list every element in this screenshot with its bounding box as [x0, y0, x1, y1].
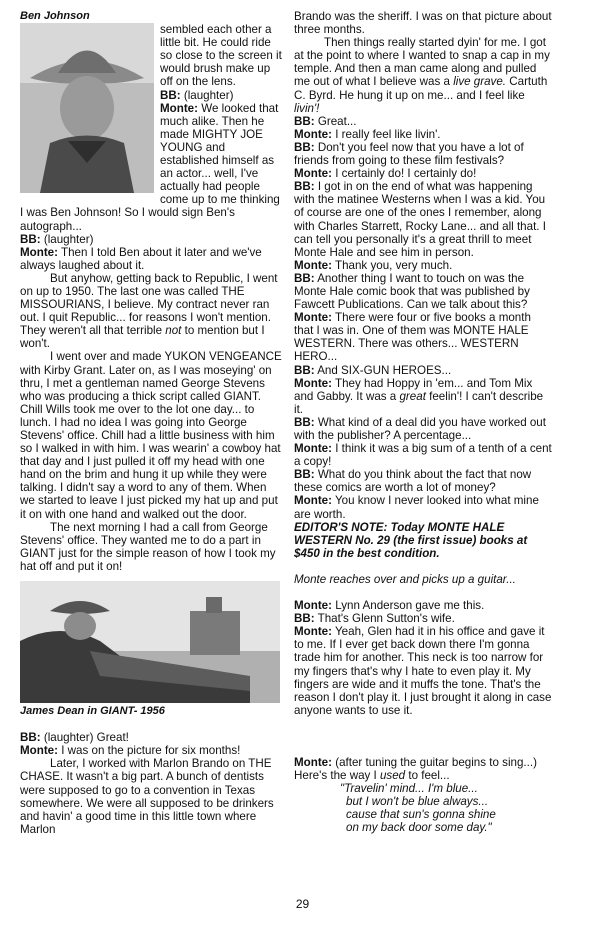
speaker-bb: BB:: [20, 731, 41, 745]
photo-james-dean-giant: [20, 581, 280, 703]
text-emphasis: livin'!: [294, 101, 320, 115]
speaker-monte: Monte:: [160, 101, 198, 115]
speaker-bb: BB:: [294, 114, 315, 128]
right-column: [294, 10, 552, 834]
editors-note-label: EDITOR'S NOTE:: [294, 520, 388, 534]
text: (laughter): [40, 232, 94, 246]
text: They had Hoppy in 'em... and Tom Mix and Gabby. It was a: [294, 376, 533, 403]
text: Great...: [314, 114, 357, 128]
text: I was on the picture for six months!: [58, 744, 241, 758]
text: feelin'! I can't describe it.: [294, 389, 544, 416]
text: What kind of a deal did you have worked out with the publisher? A percentage...: [294, 415, 546, 442]
photo-caption-ben-johnson: Ben Johnson: [20, 10, 90, 22]
photo-ben-johnson: [20, 23, 154, 193]
speaker-monte: Monte:: [294, 442, 332, 456]
paragraph: I went over and made YUKON VENGEANCE with Kirby Grant. Later on, as I was moseying' on thru, I met a gentleman named George Stevens who was producing a thick script called GIANT. Chill Wills took me over to the lot one day... to lunch. I had no idea I was going into George Stevens' office. Chill had a little business with him so I walked in with him. I was wearin' a cowboy hat that day and I just pulled it off my head with one hand on the brim and hung it up while they were talking. I didn't say a word to any of them. When we started to leave I just picked my hat up and put it on with one hand and walked out the door.: [20, 350, 282, 521]
text-emphasis: used: [379, 768, 406, 782]
left-column: [20, 10, 282, 836]
text: But anyhow, getting back to Republic, I went on up to 1950. The last one was called THE MISSOURIANS, I believe. My contract never ran out. I quit Republic... for reasons I won't mention. They weren't all that terrible: [20, 271, 278, 338]
text: What do you think about the fact that now these comics are worth a lot of money?: [294, 468, 532, 495]
text: I think it was a big sum of a tenth of a cent a copy!: [294, 442, 552, 469]
song-line: cause that sun's gonna shine: [346, 808, 496, 822]
song-line: "Travelin' mind... I'm blue...: [340, 782, 478, 796]
editors-note-text: Today MONTE HALE WESTERN No. 29 (the first issue) books at $450 in the best condition.: [294, 520, 528, 560]
speaker-monte: Monte:: [294, 127, 332, 141]
text: (laughter): [180, 88, 234, 102]
speaker-bb: BB:: [294, 363, 315, 377]
text: That's Glenn Sutton's wife.: [314, 612, 455, 626]
text: (after tuning the guitar begins to sing...) Here's the way I: [294, 755, 537, 782]
paragraph: Later, I worked with Marlon Brando on THE CHASE. It wasn't a big part. A bunch of dentists were supposed to go to a convention in Texas somewhere. We were all supposed to be drinkers and havin' a good time in this little town where Marlon: [20, 757, 274, 836]
text: Lynn Anderson gave me this.: [332, 599, 485, 613]
speaker-bb: BB:: [294, 140, 315, 154]
speaker-monte: Monte:: [294, 167, 332, 181]
speaker-monte: Monte:: [294, 311, 332, 325]
text: Thank you, very much.: [332, 258, 453, 272]
text: Then I told Ben about it later and we've always laughed about it.: [20, 245, 262, 272]
paragraph: The next morning I had a call from George Stevens' office. They wanted me to do a part in GIANT just for the simple reason of how I took my hat off and put it on!: [20, 520, 276, 573]
speaker-monte: Monte:: [20, 744, 58, 758]
speaker-monte: Monte:: [20, 245, 58, 259]
speaker-monte: Monte:: [294, 376, 332, 390]
speaker-bb: BB:: [294, 612, 315, 626]
text: I certainly do! I certainly do!: [332, 167, 477, 181]
text: And SIX-GUN HEROES...: [314, 363, 452, 377]
photo-caption-james-dean: James Dean in GIANT- 1956: [20, 705, 165, 718]
speaker-monte: Monte:: [294, 258, 332, 272]
song-line: on my back door some day.": [346, 821, 492, 835]
paragraph: Brando was the sheriff. I was on that picture about three months.: [294, 10, 552, 37]
text: Don't you feel now that you have a lot of friends from going to these film festivals?: [294, 140, 524, 168]
text: There were four or five books a month that I was in. One of them was MONTE HALE WESTERN. There was others... WESTERN HERO...: [294, 311, 531, 364]
speaker-monte: Monte:: [294, 625, 332, 639]
speaker-bb: BB:: [160, 88, 181, 102]
text: to mention but I won't.: [20, 324, 265, 351]
text: We looked that much alike. Then he made MIGHTY JOE YOUNG and established himself as an actor... well, I've actually had people come up to me thinking I was Ben Johnson! So I would sign Ben's autograph...: [20, 101, 280, 233]
speaker-monte: Monte:: [294, 599, 332, 613]
text-emphasis: not: [165, 324, 182, 338]
text-p1a: sembled each other a little bit. He could ride so close to the screen it would brush make up off on the lens.: [160, 23, 282, 89]
text-emphasis: live grave.: [453, 75, 507, 89]
text: I got in on the end of what was happening with the matinee Westerns when I was a kid. You of course are one of the ones I remember, along with Charles Starrett, Rocky Lane... and all that. I can tell you personally it's a great thrill to meet Monte Hale and see him in person.: [294, 180, 546, 259]
text: Then things really started dyin' for me. I got at the point to where I wanted to snap a cap in my temple. And then a man came along and pulled me out of what I believe was a: [294, 36, 550, 89]
speaker-monte: Monte:: [294, 494, 332, 508]
text: to feel...: [405, 768, 450, 782]
text-emphasis: great: [399, 389, 426, 403]
song-line: but I won't be blue always...: [346, 795, 489, 809]
text: Cartuth C. Byrd. He hung it up on me... and I feel like: [294, 75, 548, 102]
speaker-bb: BB:: [294, 415, 315, 429]
page-number: 29: [295, 897, 310, 911]
text: I really feel like livin'.: [332, 127, 441, 141]
speaker-monte: Monte:: [294, 755, 332, 769]
text: You know I never looked into what mine are worth.: [294, 494, 539, 521]
speaker-bb: BB:: [20, 232, 41, 246]
stage-direction: Monte reaches over and picks up a guitar...: [294, 572, 516, 586]
text: Yeah, Glen had it in his office and gave it to me. If I ever get back down there I'm gonna trade him for another. This neck is too narrow for my fingers that's why I hate to even play it. My fingers are wide and it muffs the tone. That's the reason I don't play it. I just brought it along in case anyone wants to use it.: [294, 625, 552, 717]
text: Another thing I want to touch on was the Monte Hale comic book that was published by Fawcett Publications. Can we talk about this?: [294, 271, 530, 312]
speaker-bb: BB:: [294, 468, 315, 482]
speaker-bb: BB:: [294, 180, 315, 194]
speaker-bb: BB:: [294, 271, 315, 285]
text: (laughter) Great!: [40, 731, 129, 745]
